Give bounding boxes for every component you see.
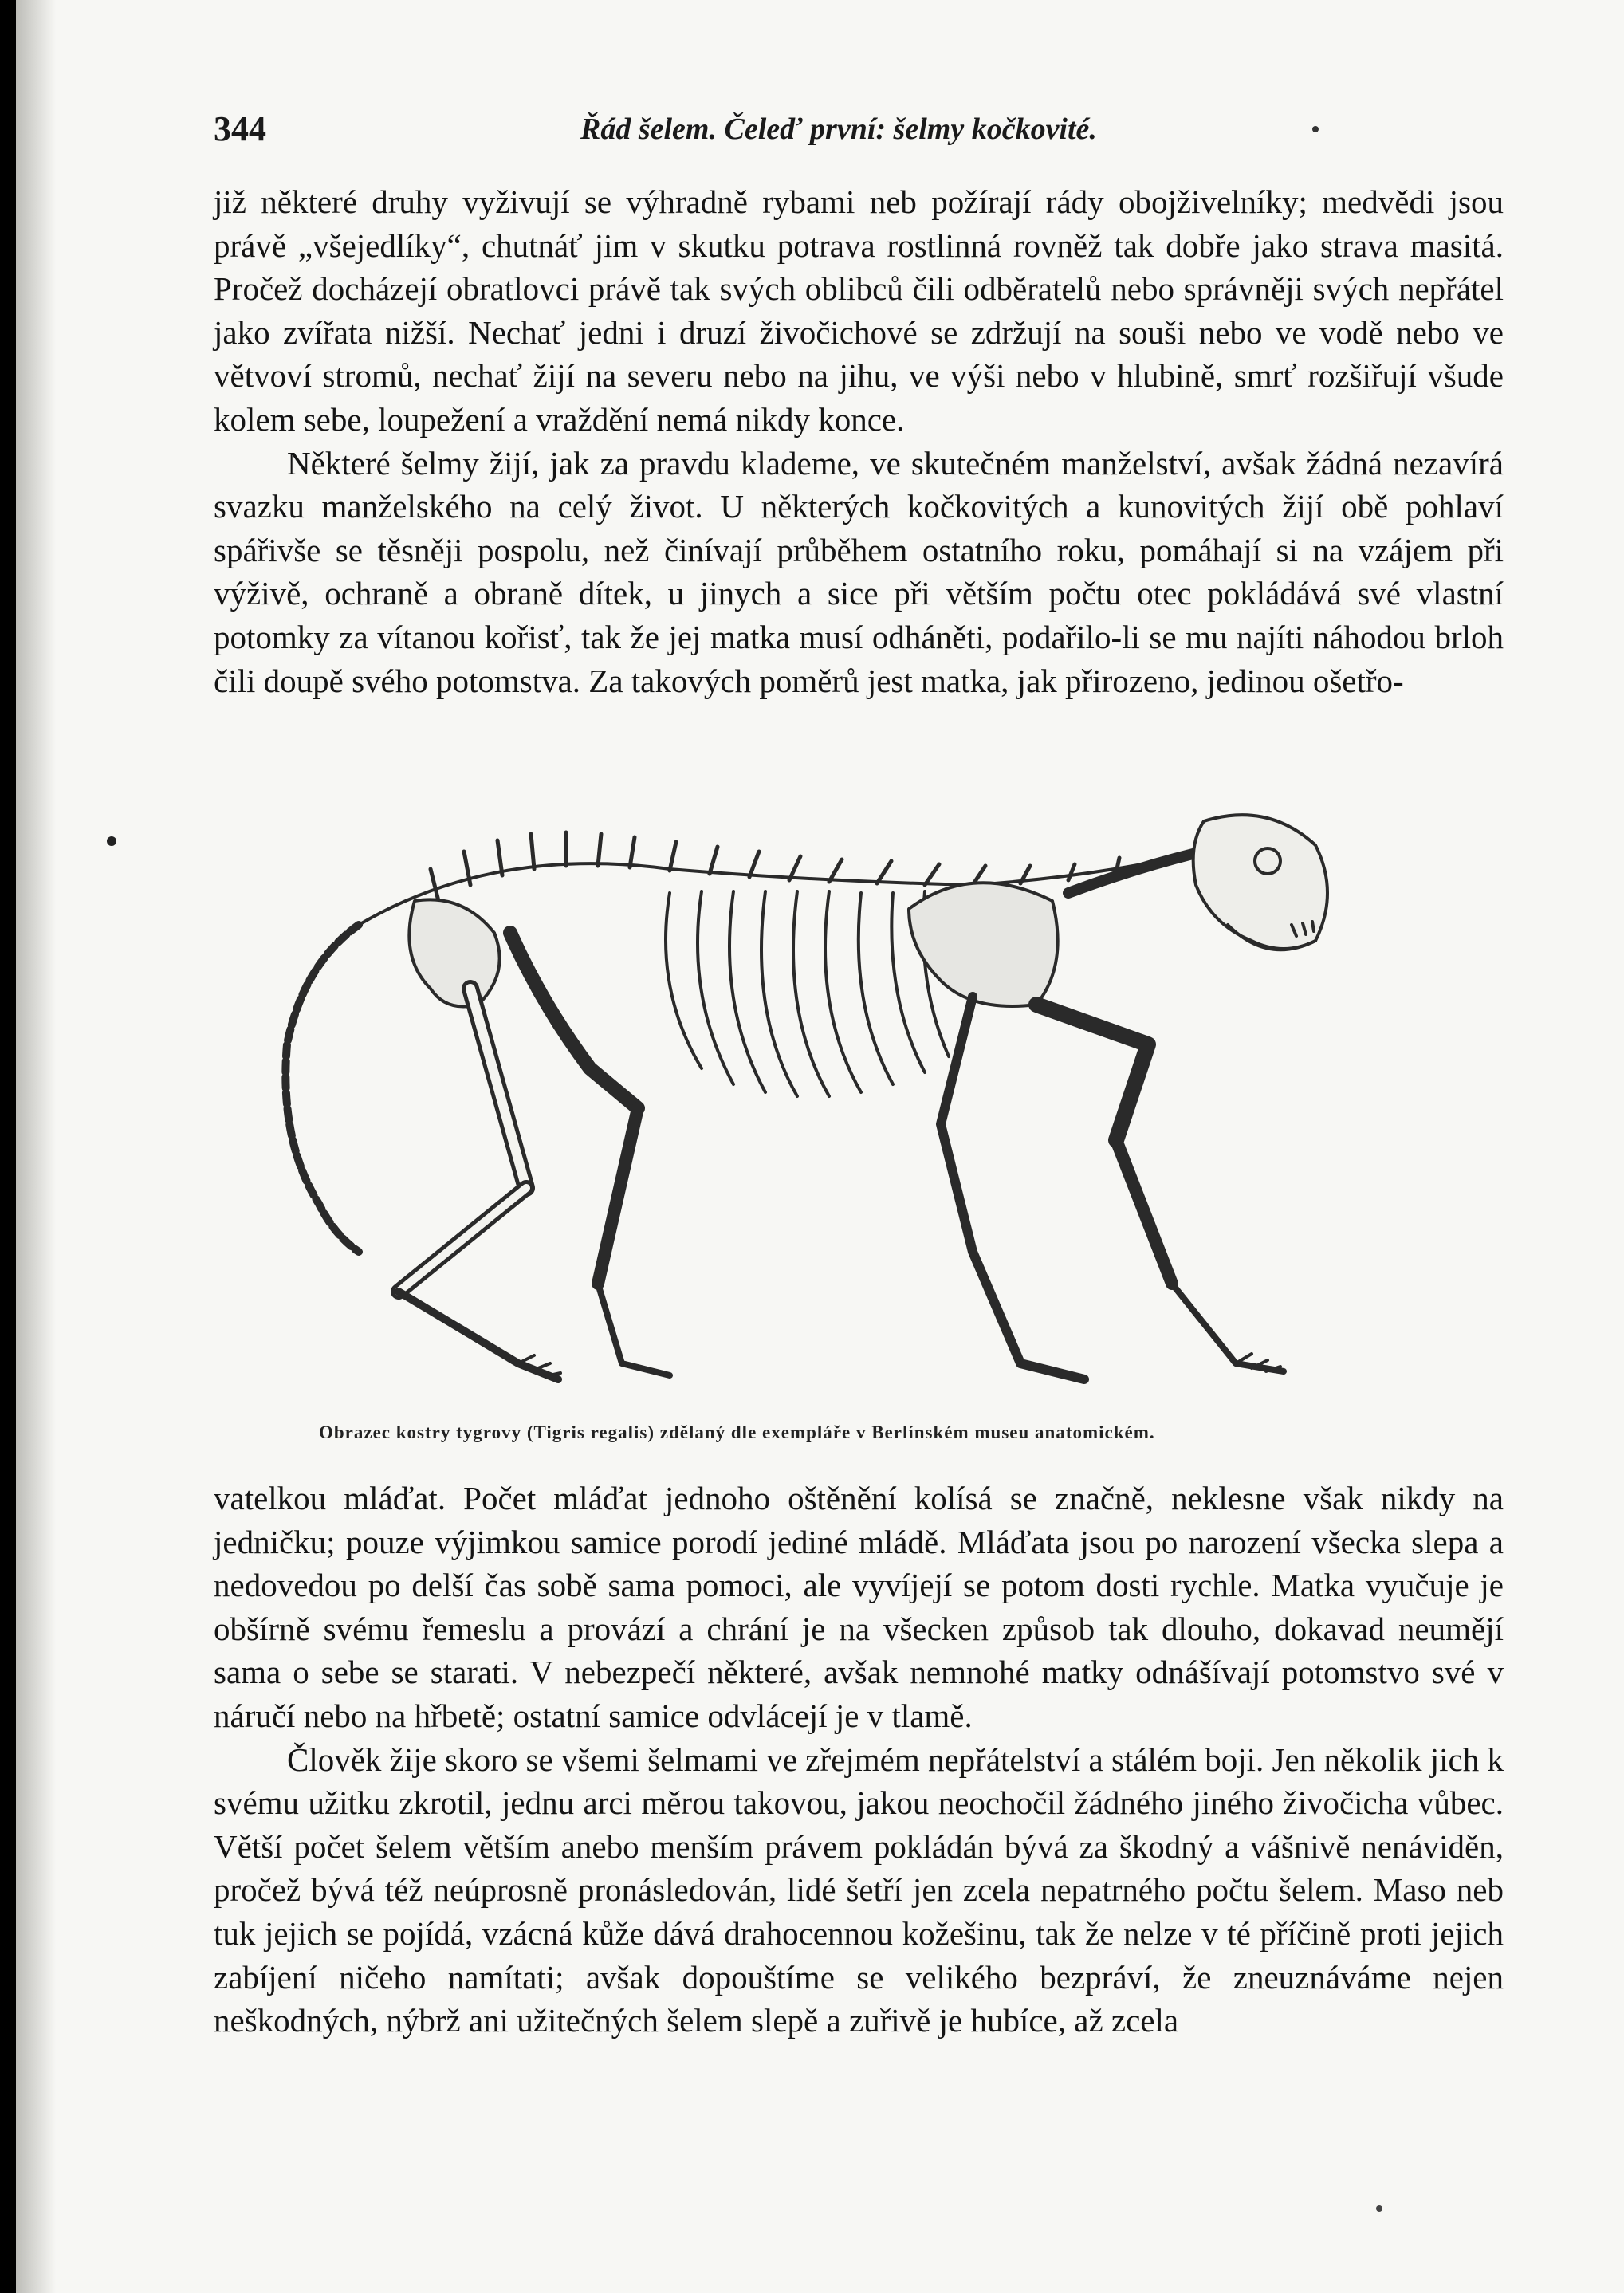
paragraph: Některé šelmy žijí, jak za pravdu klademe, ve skutečném manželství, avšak žádná nezavírá svazku manželského na celý život. U některých kočkovitých a kunovitých žijí obě pohlaví spářivše se těsněji pospolu, než činívají průběhem ostatního roku, pomáhají si na vzájem při výživě, ochraně a obraně dítek, u jinych a sice při větším počtu otec pokládává své vlastní potomky za vítanou kořisť, tak že jej matka musí odháněti, podařilo-li se mu najíti náhodou brloh čili doupě svého potomstva. Za takových poměrů jest matka, jak přirozeno, jedinou ošetřo- — [214, 444, 1504, 699]
paper-specks — [16, 0, 1624, 2293]
paragraph: již některé druhy vyživují se výhradně rybami neb požírají rády obojživelníky; medvědi jsou právě „všejedlíky“, chutnáť jim v skutku potrava rostlinná rovněž tak dobře jako strava masitá. Pročež docházejí obratlovci právě tak svých oblibců čili odběratelů nebo správněji svých nepřátel jako zvířata nižší. Nechať jedni i druzí živočichové se zdržují na souši nebo ve vodě nebo ve větvoví stromů, nechať žijí na severu nebo na jihu, ve výši nebo v hlubině, smrť rozšiřují všude kolem sebe, loupežení a vraždění nemá nikdy konce. — [214, 183, 1504, 438]
book-page — [16, 0, 1624, 2293]
paragraph: vatelkou mláďat. Počet mláďat jednoho oštěnění kolísá se značně, neklesne však nikdy na jedničku; pouze výjimkou samice porodí jediné mládě. Mláďata jsou po narození všecka slepa a nedovedou po delší čas sobě sama pomoci, ale vyvíjejí se potom dosti rychle. Matka vyučuje je obšírně svému řemeslu a provází a chrání je na všecken způsob tak dlouho, dokavad neumějí sama o sebe se starati. V nebezpečí některé, avšak nemnohé matky odnášívají potomstvo své v náručí nebo na hřbetě; ostatní samice odvlácejí je v tlamě. — [214, 1480, 1504, 1734]
running-title: Řád šelem. Čeleď první: šelmy kočkovité. — [580, 112, 1097, 146]
page-number: 344 — [214, 109, 266, 148]
paragraph: Člověk žije skoro se všemi šelmami ve zřejmém nepřátelství a stálém boji. Jen několik jich k svému užitku zkrotil, jednu arci měrou takovou, jakou neochočil žádného jiného živočicha vůbec. Větší počet šelem větším anebo menším právem pokládán bývá za škodný a vášnivě nenáviděn, pročež bývá též neúprosně pronásledován, lidé šetří jen zcela nepatrného počtu šelem. Maso neb tuk jejich se pojídá, vzácná kůže dává drahocennou kožešinu, tak že nelze v té příčině proti jejich zabíjení ničeho namítati; avšak dopouštíme se velikého bezpráví, že zneuznáváme nejen neškodných, nýbrž ani užitečných šelem slepě a zuřivě je hubíce, až zcela — [214, 1740, 1504, 2039]
figure-caption: Obrazec kostry tygrovy (Tigris regalis) zdělaný dle exempláře v Berlínském museu anatomickém. — [319, 1422, 1155, 1442]
